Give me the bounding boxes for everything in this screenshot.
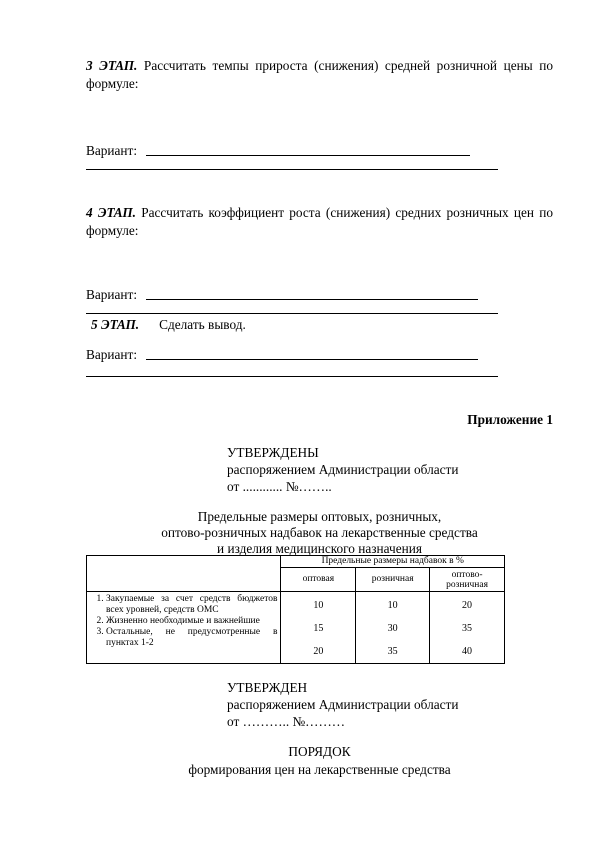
approval-block-1 — [227, 444, 458, 495]
stage3-label: 3 ЭТАП. — [86, 58, 138, 73]
stage5-paragraph — [91, 316, 246, 334]
table-group-header: Предельные размеры надбавок в % — [281, 556, 505, 568]
value-retail-2: 30 — [387, 623, 398, 634]
variant-line-3a — [146, 359, 478, 360]
values-retail-cell — [356, 592, 430, 664]
approval-title-2: УТВЕРЖДЕН — [227, 680, 308, 695]
stage3-paragraph — [86, 57, 553, 93]
table-title-line3: и изделия медицинского назначения — [217, 541, 422, 556]
stage4-label: 4 ЭТАП. — [86, 205, 137, 220]
value-wholesale-retail-1: 20 — [462, 600, 473, 611]
table-item-2: 2. Жизненно необходимые и важнейшие — [106, 616, 277, 627]
variant-label-3: Вариант: — [86, 347, 138, 362]
values-wholesale-cell — [281, 592, 356, 664]
value-wholesale-1: 10 — [313, 600, 324, 611]
table-corner-cell — [87, 556, 281, 592]
value-wholesale-2: 15 — [313, 623, 324, 634]
stage3-text: Рассчитать темпы прироста (снижения) средней розничной цены по формуле: — [86, 58, 553, 91]
variant-line-3b — [86, 376, 498, 377]
approval-line-1a: распоряжением Администрации области — [227, 462, 459, 477]
table-item-1: 1. Закупаемые за счет средств бюджетов всех уровней, средств ОМС — [106, 594, 277, 616]
value-retail-3: 35 — [387, 646, 398, 657]
appendix-title: Приложение 1 — [467, 412, 553, 427]
variant-label-2: Вариант: — [86, 287, 138, 302]
approval-line-1b: от ............ №…….. — [227, 479, 332, 494]
approval-line-2a: распоряжением Администрации области — [227, 697, 459, 712]
variant-line-2b — [86, 313, 498, 314]
table-title — [86, 509, 553, 557]
col-header-wholesale-retail: оптово-розничная — [430, 568, 505, 592]
variant-label-1: Вариант: — [86, 143, 138, 158]
values-wholesale-retail-cell — [430, 592, 505, 664]
value-retail-1: 10 — [387, 600, 398, 611]
variant-line-1b — [86, 169, 498, 170]
value-wholesale-retail-2: 35 — [462, 623, 473, 634]
order-heading — [86, 743, 553, 779]
table-items-cell — [87, 592, 281, 664]
order-subtitle: формирования цен на лекарственные средства — [188, 762, 451, 777]
variant-line-2a — [146, 299, 478, 300]
table-title-line2: оптово-розничных надбавок на лекарственные средства — [161, 525, 478, 540]
variant-line-1a — [146, 155, 470, 156]
value-wholesale-retail-3: 40 — [462, 646, 473, 657]
approval-title-1: УТВЕРЖДЕНЫ — [227, 445, 319, 460]
stage5-label: 5 ЭТАП. — [91, 317, 140, 332]
approval-block-2 — [227, 679, 458, 730]
value-wholesale-3: 20 — [313, 646, 324, 657]
stage4-text: Рассчитать коэффициент роста (снижения) средних розничных цен по формуле: — [86, 205, 553, 238]
order-title: ПОРЯДОК — [288, 744, 351, 759]
table-item-3: 3. Остальные, не предусмотренные в пунктах 1-2 — [106, 627, 277, 649]
stage4-paragraph — [86, 204, 553, 240]
col-header-wholesale: оптовая — [281, 568, 356, 592]
markup-table — [86, 555, 505, 664]
col-header-retail: розничная — [356, 568, 430, 592]
stage5-text: Сделать вывод. — [159, 317, 246, 332]
approval-line-2b: от ……….. №……… — [227, 714, 346, 729]
table-title-line1: Предельные размеры оптовых, розничных, — [197, 509, 442, 524]
